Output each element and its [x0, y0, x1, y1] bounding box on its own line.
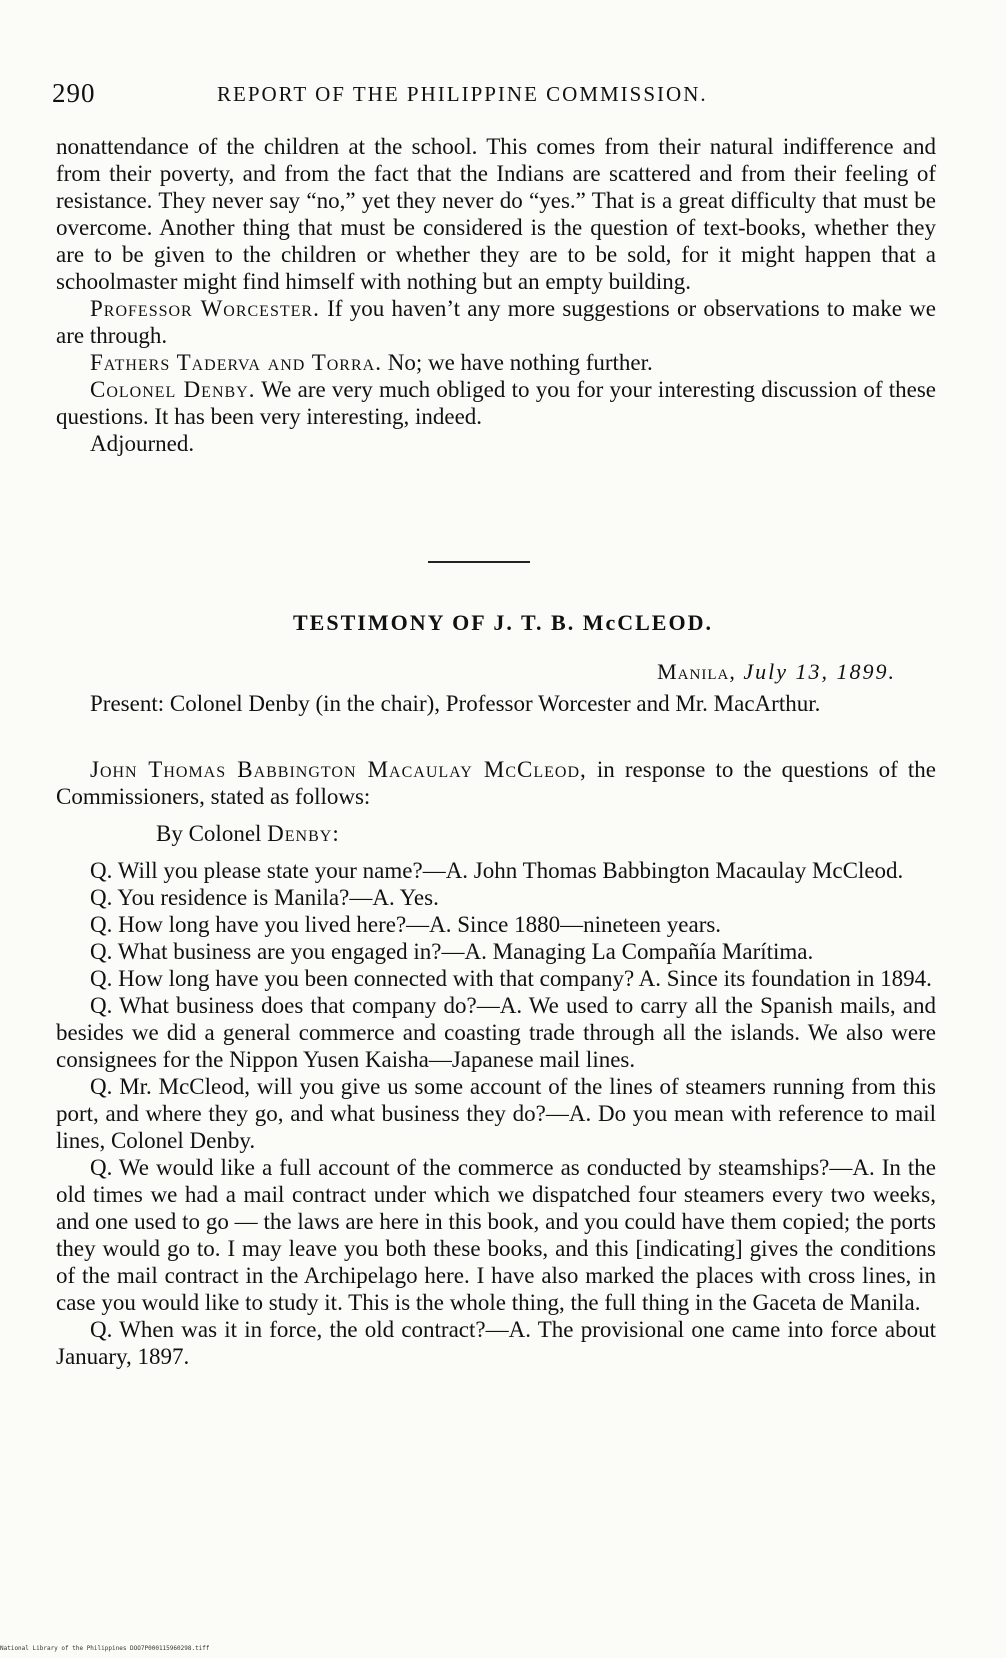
witness-name: John Thomas Babbington Macaulay McCleod, [90, 757, 587, 782]
qa-paragraph: Q. Mr. McCleod, will you give us some account of the lines of steamers running from this port, and where they go, and what business they do?—A. Do you mean with reference to mail lines, Colonel Denby. [56, 1074, 936, 1153]
paragraph-adjourned: Adjourned. [90, 431, 195, 456]
qa-block [56, 857, 936, 1370]
examiner-byline: By Colonel Denby: [156, 821, 340, 846]
qa-paragraph: Q. You residence is Manila?—A. Yes. [90, 885, 439, 910]
qa-paragraph: Q. How long have you lived here?—A. Since 1880—nineteen years. [90, 912, 722, 937]
paragraph-continuation: nonattendance of the children at the school. This comes from their natural indifference and from their poverty, and from the fact that the Indians are scattered and from their feeling of resistance. They never say “no,” yet they never do “yes.” That is a great difficulty that must be overcome. Another thing that must be considered is the question of text-books, whether they are to be given to the children or whether they are to be sold, for it might happen that a schoolmaster might find himself with nothing but an empty building. [56, 134, 936, 294]
page-number: 290 [52, 78, 96, 108]
paragraph-worcester [56, 295, 936, 349]
present-paragraph: Present: Colonel Denby (in the chair), Professor Worcester and Mr. MacArthur. [90, 691, 821, 716]
qa-paragraph: Q. We would like a full account of the commerce as conducted by steamships?—A. In the old times we had a mail contract under which we dispatched four steamers every two weeks, and one used to go — the laws are here in this book, and you could have them copied; the ports they would go to. I may leave you both these books, and this [indicating] gives the conditions of the mail contract in the Archipelago here. I have also marked the places with cross lines, in case you would like to study it. This is the whole thing, the full thing in the Gaceta de Manila. [56, 1155, 936, 1315]
dateline-date: July 13, 1899. [743, 659, 896, 684]
qa-paragraph: Q. When was it in force, the old contract?—A. The provisional one came into force about January, 1897. [56, 1317, 936, 1369]
running-title: REPORT OF THE PHILIPPINE COMMISSION. [217, 82, 708, 106]
discussion-block [56, 133, 936, 457]
page-header [52, 78, 942, 112]
speaker-name: Colonel Denby. [90, 377, 256, 402]
paragraph-denby [56, 376, 936, 430]
dateline-place: Manila, [657, 659, 736, 684]
section-title: TESTIMONY OF J. T. B. McCLEOD. [293, 610, 713, 635]
scan-footer: National Library of the Philippines DOO7P000115960298.tiff [0, 1645, 210, 1652]
speaker-text: We are very much obliged to you for your interesting discussion of these questions. It has been very interesting, indeed. [56, 377, 936, 429]
qa-paragraph: Q. What business are you engaged in?—A. Managing La Compañía Marítima. [90, 939, 814, 964]
paragraph-fathers [56, 349, 936, 376]
qa-paragraph: Q. Will you please state your name?—A. John Thomas Babbington Macaulay McCleod. [90, 858, 904, 883]
speaker-text: No; we have nothing further. [381, 350, 653, 375]
dateline [657, 659, 896, 685]
speaker-name: Professor Worcester. [90, 296, 320, 321]
speaker-text: If you haven’t any more suggestions or observations to make we are through. [56, 296, 937, 348]
witness-text: in response to the questions of the Commissioners, stated as follows: [56, 757, 936, 809]
speaker-name: Fathers Taderva and Torra. [90, 350, 382, 375]
section-divider [428, 561, 530, 563]
qa-paragraph: Q. What business does that company do?—A. We used to carry all the Spanish mails, and besides we did a general commerce and coasting trade through all the islands. We also were consignees for the Nippon Yusen Kaisha—Japanese mail lines. [56, 993, 936, 1072]
witness-paragraph [56, 756, 936, 810]
qa-paragraph: Q. How long have you been connected with that company? A. Since its foundation in 1894. [90, 966, 932, 991]
